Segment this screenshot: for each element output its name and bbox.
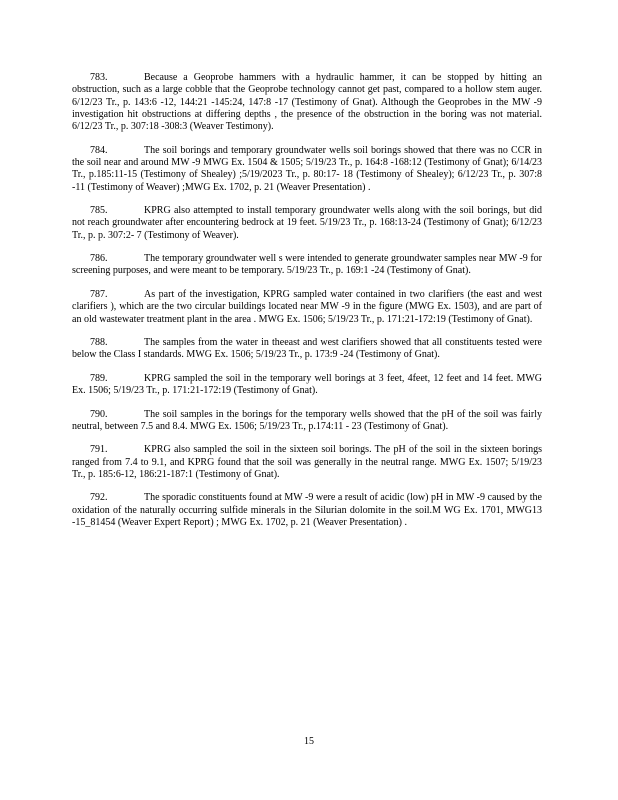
paragraph-792: 792. The sporadic constituents found at MW -9 were a result of acidic (low) pH in MW -9 caused by the oxidation of the naturally occurring sulfide minerals in the Silurian dolomite in the soil.M WG Ex. 1701, MWG13 -15_81454 (Weaver Expert Report) ; MWG Ex. 1702, p. 21 (Weaver Presentation) . bbox=[72, 492, 542, 528]
paragraph-text: The samples from the water in theeast and west clarifiers showed that all constituents tested were below the Class I standards. MWG Ex. 1506; 5/19/23 Tr., p. 173:9 -24 (Testimony of Gnat). bbox=[72, 336, 542, 361]
paragraph-783: 783. Because a Geoprobe hammers with a hydraulic hammer, it can be stopped by hitting an obstruction, such as a large cobble that the Geoprobe technology cannot get past, compared to a hollow stem auger. 6/12/23 Tr., p. 143:6 -12, 144:21 -145:24, 147:8 -17 (Testimony of Gnat). Although the Geoprobes in the MW -9 investigation hit obstructions at differing depths , the presence of the obstruction in the boring was not material. 6/12/23 Tr., p. 307:18 -308:3 (Weaver Testimony). bbox=[72, 72, 542, 133]
paragraph-text: The soil samples in the borings for the temporary wells showed that the pH of the soil was fairly neutral, between 7.5 and 8.4. MWG Ex. 1506; 5/19/23 Tr., p.174:11 - 23 (Testimony of Gnat). bbox=[72, 408, 542, 432]
page-number: 15 bbox=[304, 736, 314, 747]
paragraph-text: The temporary groundwater well s were intended to generate groundwater samples near MW -9 for screening purposes, and were meant to be temporary. 5/19/23 Tr., p. 169:1 -24 (Testimony of Gnat). bbox=[72, 253, 542, 277]
paragraph-784: 784. The soil borings and temporary groundwater wells soil borings showed that there was no CCR in the soil near and around MW -9 MWG Ex. 1504 & 1505; 5/19/23 Tr., p. 164:8 -168:12 (Testimony of Gnat); 6/14/23 Tr., p.185:11-15 (Testimony of Shealey) ;5/19/2023 Tr., p. 80:17- 18 (Testimony of Shealey); 6/12/23 Tr., p. 307:8 -11 (Testimony of Weaver) ;MWG Ex. 1702, p. 21 (Weaver Presentation) . bbox=[72, 144, 542, 193]
paragraph-789: 789. KPRG sampled the soil in the temporary well borings at 3 feet, 4feet, 12 feet and 14 feet. MWG Ex. 1506; 5/19/23 Tr., p. 171:21-172:19 (Testimony of Gnat). bbox=[72, 372, 542, 397]
paragraph-text: The soil borings and temporary groundwater wells soil borings showed that there was no CCR in the soil near and around MW -9 MWG Ex. 1504 & 1505; 5/19/23 Tr., p. 164:8 -168:12 (Testimony of Gnat); 6/14/23 Tr., p.185:11-15 (Testimony of Shealey) ;5/19/2023 Tr., p. 80:17- 18 (Testimony of Shealey); 6/12/23 Tr., p. 307:8 -11 (Testimony of Weaver) ;MWG Ex. 1702, p. 21 (Weaver Presentation) . bbox=[72, 144, 542, 193]
paragraph-text: The sporadic constituents found at MW -9 were a result of acidic (low) pH in MW -9 caused by the oxidation of the naturally occurring sulfide minerals in the Silurian dolomite in the soil.M WG Ex. 1701, MWG13 -15_81454 (Weaver Expert Report) ; MWG Ex. 1702, p. 21 (Weaver Presentation) . bbox=[72, 492, 542, 528]
paragraph-text: Because a Geoprobe hammers with a hydraulic hammer, it can be stopped by hitting an obstruction, such as a large cobble that the Geoprobe technology cannot get past, compared to a hollow stem auger. 6/12/23 Tr., p. 143:6 -12, 144:21 -145:24, 147:8 -17 (Testimony of Gnat). Although the Geoprobes in the MW -9 investigation hit obstructions at differing depths , the presence of the obstruction in the boring was not material. 6/12/23 Tr., p. 307:18 -308:3 (Weaver Testimony). bbox=[72, 72, 542, 133]
document-body bbox=[72, 72, 542, 540]
paragraph-785: 785. KPRG also attempted to install temporary groundwater wells along with the soil borings, but did not reach groundwater after encountering bedrock at 19 feet. 5/19/23 Tr., p. 168:13-24 (Testimony of Gnat); 6/12/23 Tr., p. p. 307:2- 7 (Testimony of Weaver). bbox=[72, 205, 542, 241]
paragraph-790: 790. The soil samples in the borings for the temporary wells showed that the pH of the soil was fairly neutral, between 7.5 and 8.4. MWG Ex. 1506; 5/19/23 Tr., p.174:11 - 23 (Testimony of Gnat). bbox=[72, 408, 542, 432]
paragraph-text: KPRG sampled the soil in the temporary well borings at 3 feet, 4feet, 12 feet and 14 feet. MWG Ex. 1506; 5/19/23 Tr., p. 171:21-172:19 (Testimony of Gnat). bbox=[72, 372, 542, 397]
paragraph-788: 788. The samples from the water in theeast and west clarifiers showed that all constituents tested were below the Class I standards. MWG Ex. 1506; 5/19/23 Tr., p. 173:9 -24 (Testimony of Gnat). bbox=[72, 336, 542, 361]
paragraph-text: As part of the investigation, KPRG sampled water contained in two clarifiers (the east and west clarifiers ), which are the two circular buildings located near MW -9 in the figure (MWG Ex. 1503), and are part of an old wastewater treatment plant in the area . MWG Ex. 1506; 5/19/23 Tr., p. 171:21-172:19 (Testimony of Gnat). bbox=[72, 288, 542, 325]
paragraph-text: KPRG also sampled the soil in the sixteen soil borings. The pH of the soil in the sixteen borings ranged from 7.4 to 9.1, and KPRG found that the soil was generally in the neutral range. MWG Ex. 1507; 5/19/23 Tr., p. 185:6-12, 186:21-187:1 (Testimony of Gnat). bbox=[72, 444, 542, 480]
paragraph-786: 786. The temporary groundwater well s were intended to generate groundwater samples near MW -9 for screening purposes, and were meant to be temporary. 5/19/23 Tr., p. 169:1 -24 (Testimony of Gnat). bbox=[72, 253, 542, 277]
paragraph-787: 787. As part of the investigation, KPRG sampled water contained in two clarifiers (the east and west clarifiers ), which are the two circular buildings located near MW -9 in the figure (MWG Ex. 1503), and are part of an old wastewater treatment plant in the area . MWG Ex. 1506; 5/19/23 Tr., p. 171:21-172:19 (Testimony of Gnat). bbox=[72, 288, 542, 325]
paragraph-text: KPRG also attempted to install temporary groundwater wells along with the soil borings, but did not reach groundwater after encountering bedrock at 19 feet. 5/19/23 Tr., p. 168:13-24 (Testimony of Gnat); 6/12/23 Tr., p. p. 307:2- 7 (Testimony of Weaver). bbox=[72, 205, 542, 241]
paragraph-791: 791. KPRG also sampled the soil in the sixteen soil borings. The pH of the soil in the sixteen borings ranged from 7.4 to 9.1, and KPRG found that the soil was generally in the neutral range. MWG Ex. 1507; 5/19/23 Tr., p. 185:6-12, 186:21-187:1 (Testimony of Gnat). bbox=[72, 444, 542, 480]
